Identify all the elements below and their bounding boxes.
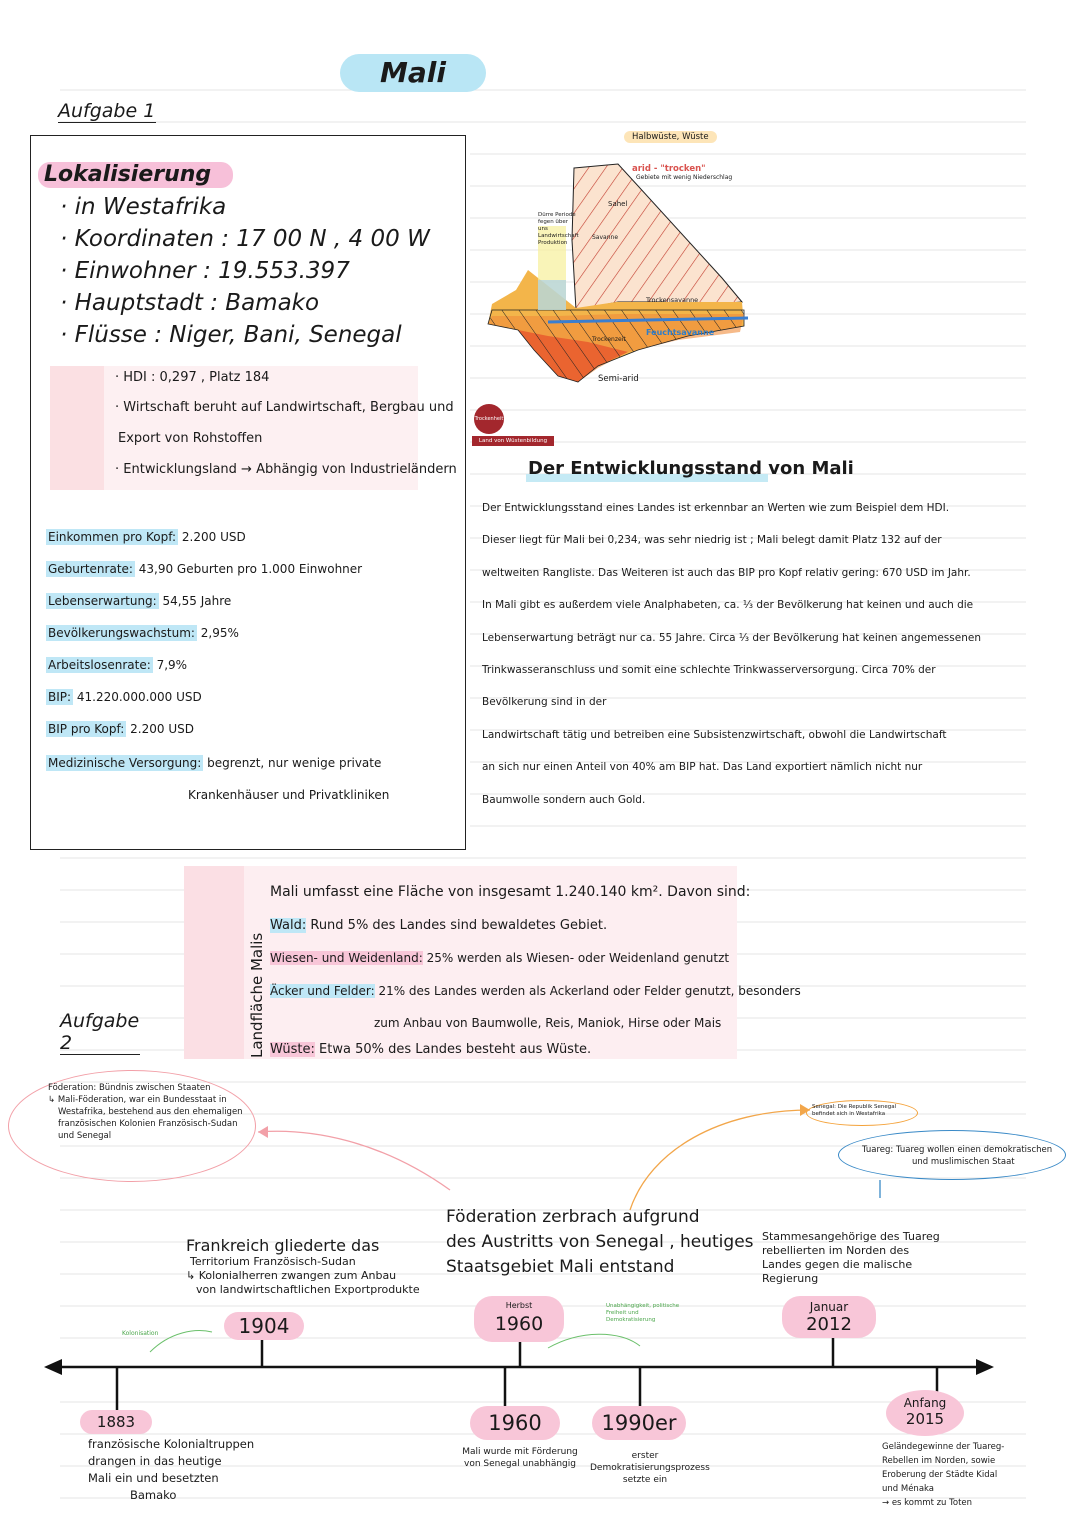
map-top-label: Halbwüste, Wüste xyxy=(624,131,717,143)
flaeche-item-label: Wüste: xyxy=(270,1042,315,1057)
lok-line: · Einwohner : 19.553.397 xyxy=(60,258,350,284)
event-line: drangen in das heutige xyxy=(88,1454,222,1468)
flaeche-item xyxy=(374,1016,721,1030)
note-line: ↳ Mali-Föderation, war ein Bundesstaat in xyxy=(48,1095,227,1105)
event-line: Mali ein und besetzten xyxy=(88,1471,219,1485)
stat-value: 54,55 Jahre xyxy=(158,594,232,608)
event-line: französische Kolonialtruppen xyxy=(88,1437,255,1451)
stat-label: Bevölkerungswachstum: xyxy=(48,626,195,640)
lokalisierung-heading: Lokalisierung xyxy=(38,162,233,188)
stat-value: begrenzt, nur wenige private xyxy=(203,756,382,770)
event-2012-pill xyxy=(782,1296,876,1338)
event-line: → es kommt zu Toten xyxy=(882,1498,973,1508)
stat-label: Medizinische Versorgung: xyxy=(48,756,202,770)
event-line: rebellierten im Norden des xyxy=(762,1244,910,1257)
note-line: Tuareg: Tuareg wollen einen demokratischen xyxy=(862,1145,1053,1155)
stat-row xyxy=(46,626,239,640)
stat-value: 2,95% xyxy=(196,626,239,640)
flaeche-item xyxy=(270,984,801,998)
paragraph-line: Lebenserwartung beträgt nur ca. 55 Jahre. Circa ⅓ der Bevölkerung hat keinen angemessenen xyxy=(482,631,981,644)
event-1960a-pill xyxy=(474,1296,564,1342)
event-2015-pill xyxy=(886,1390,964,1436)
map-sahel-label: Sahel xyxy=(608,200,628,208)
info-line: Export von Rohstoffen xyxy=(118,431,263,446)
flaeche-item-text: Rund 5% des Landes sind bewaldetes Gebiet. xyxy=(306,918,608,933)
stat-label: Arbeitslosenrate: xyxy=(48,658,151,672)
event-year: 2015 xyxy=(905,1410,945,1428)
event-line: ↳ Kolonialherren zwangen zum Anbau xyxy=(186,1269,397,1282)
flaeche-item xyxy=(270,918,607,933)
event-1883-text xyxy=(88,1436,254,1504)
entwicklung-title: Der Entwicklungsstand von Mali xyxy=(528,458,854,479)
event-1960b-text xyxy=(456,1446,584,1470)
stat-value: 2.200 USD xyxy=(178,530,246,544)
event-line: Mali wurde mit Förderung xyxy=(462,1447,578,1457)
map-semiarid: Semi-arid xyxy=(598,374,639,384)
map-trockensavanne: Trockensavanne xyxy=(646,296,699,304)
map-savanne-label: Savanne xyxy=(592,234,619,241)
event-1960a-text xyxy=(446,1205,754,1280)
event-line: erster Demokratisierungsprozess xyxy=(590,1451,710,1473)
stat-row xyxy=(46,690,202,704)
paragraph-line: Der Entwicklungsstand eines Landes ist erkennbar an Werten wie zum Beispiel dem HDI. xyxy=(482,502,950,514)
info-line: · Wirtschaft beruht auf Landwirtschaft, Bergbau und xyxy=(115,400,454,415)
paragraph-line: Trinkwasseranschluss und somit eine schlechte Trinkwasserversorgung. Circa 70% der Bevölkerung sind in der xyxy=(482,664,936,709)
info-line: · Entwicklungsland → Abhängig von Industrieländern xyxy=(115,462,457,477)
paragraph-line: weltweiten Rangliste. Das Weiteren ist auch das BIP pro Kopf relativ gering: 670 USD im Jahr. xyxy=(482,566,971,579)
event-line: von landwirtschaftlichen Exportprodukte xyxy=(196,1283,420,1296)
page-title: Mali xyxy=(340,54,486,92)
map-feucht-label: Feuchtsavanne xyxy=(646,328,715,337)
stat-label: BIP pro Kopf: xyxy=(48,722,125,736)
event-1960b-year: 1960 xyxy=(470,1406,560,1440)
mali-map-sketch xyxy=(478,130,778,410)
note-line: Föderation: Bündnis zwischen Staaten xyxy=(48,1083,211,1093)
note-line: französischen Kolonien Französisch-Sudan xyxy=(58,1119,238,1129)
stat-row xyxy=(46,562,362,576)
event-year: 2012 xyxy=(806,1314,852,1335)
map-arid-sub: Gebiete mit wenig Niederschlag xyxy=(636,174,733,181)
note-line: und Senegal xyxy=(58,1131,112,1141)
flaeche-item xyxy=(270,951,729,965)
lok-line: · Koordinaten : 17 00 N , 4 00 W xyxy=(60,226,430,252)
aufgabe-2-label: Aufgabe 2 xyxy=(60,1010,140,1054)
flaeche-vertical-label: Landfläche Malis xyxy=(248,932,266,1058)
flaeche-intro: Mali umfasst eine Fläche von insgesamt 1.240.140 km². Davon sind: xyxy=(270,884,751,900)
senegal-note: Senegal: Die Republik Senegal befindet sich in Westafrika xyxy=(812,1104,897,1117)
event-line: Rebellen im Norden, sowie xyxy=(882,1456,996,1466)
flaeche-item-label: Wiesen- und Weidenland: xyxy=(270,951,423,965)
event-line: Staatsgebiet Mali entstand xyxy=(446,1257,675,1277)
event-1904-text xyxy=(186,1237,420,1297)
event-line: Geländegewinne der Tuareg- xyxy=(882,1442,1005,1452)
map-arid-label: arid - "trocken" xyxy=(632,164,706,174)
kolonisation-label: Kolonisation xyxy=(122,1330,159,1337)
event-month: Anfang xyxy=(903,1396,947,1410)
map-red-tag: Trockenheit xyxy=(474,404,504,434)
flaeche-side-strip xyxy=(184,866,244,1059)
map-red-tag-sub: Land von Wüstenbildung xyxy=(472,436,554,446)
paragraph-line: Baumwolle sondern auch Gold. xyxy=(482,793,646,806)
stat-value: 7,9% xyxy=(152,658,188,672)
event-month: Januar xyxy=(809,1300,849,1314)
stat-label: Einkommen pro Kopf: xyxy=(48,530,177,544)
flaeche-item-label: Äcker und Felder: xyxy=(270,984,375,998)
event-line: von Senegal unabhängig xyxy=(464,1459,576,1469)
lok-line: · Hauptstadt : Bamako xyxy=(60,290,320,316)
lok-line: · in Westafrika xyxy=(60,194,227,220)
event-2015-text xyxy=(882,1440,1004,1510)
event-line: Landes gegen die malische xyxy=(762,1258,913,1271)
stat-extra: Krankenhäuser und Privatkliniken xyxy=(188,788,390,802)
stat-value: 43,90 Geburten pro 1.000 Einwohner xyxy=(134,562,363,576)
event-1990-year: 1990er xyxy=(592,1406,686,1440)
event-line: setzte ein xyxy=(622,1475,668,1485)
stat-row xyxy=(46,658,187,672)
event-line: Eroberung der Städte Kidal xyxy=(882,1470,998,1480)
paragraph-line: Landwirtschaft tätig und betreiben eine Subsistenzwirtschaft, obwohl die Landwirtschaft xyxy=(482,728,947,741)
stat-row xyxy=(46,530,246,544)
stat-row xyxy=(46,756,381,770)
note-line: und muslimischen Staat xyxy=(912,1157,1015,1167)
event-line: Frankreich gliederte das xyxy=(186,1236,380,1255)
stat-value: 41.220.000.000 USD xyxy=(73,690,202,704)
stat-label: Lebenserwartung: xyxy=(48,594,157,608)
stat-value: 2.200 USD xyxy=(126,722,194,736)
flaeche-item-label: Wald: xyxy=(270,918,307,933)
event-2012-text xyxy=(762,1230,940,1286)
event-line: und Ménaka xyxy=(882,1484,935,1494)
event-line: Bamako xyxy=(130,1488,177,1502)
stat-row xyxy=(46,594,231,608)
unabh-label: Unabhängigkeit, politische Freiheit und Demokratisierung xyxy=(606,1303,680,1323)
event-line: Föderation zerbrach aufgrund xyxy=(446,1207,700,1227)
flaeche-item-text: 25% werden als Wiesen- oder Weidenland genutzt xyxy=(422,951,730,965)
stat-label: BIP: xyxy=(48,690,72,704)
map-trockenzeit: Trockenzeit xyxy=(592,336,626,343)
event-1904-year: 1904 xyxy=(224,1312,304,1340)
aufgabe-1-label: Aufgabe 1 xyxy=(58,100,156,122)
flaeche-item-text: zum Anbau von Baumwolle, Reis, Maniok, Hirse oder Mais xyxy=(374,1016,722,1030)
paragraph-line: In Mali gibt es außerdem viele Analphabeten, ca. ⅓ der Bevölkerung hat keinen und auch die xyxy=(482,599,974,612)
flaeche-item xyxy=(270,1042,591,1057)
event-line: Stammesangehörige des Tuareg xyxy=(762,1230,940,1243)
event-line: Regierung xyxy=(762,1272,819,1285)
stat-row xyxy=(46,722,194,736)
event-1883-year: 1883 xyxy=(80,1410,152,1434)
event-line: Territorium Französisch-Sudan xyxy=(190,1255,356,1268)
paragraph-line: an sich nur einen Anteil von 40% am BIP hat. Das Land exportiert nämlich nicht nur xyxy=(482,761,923,774)
stat-label: Geburtenrate: xyxy=(48,562,133,576)
note-line: Westafrika, bestehend aus den ehemaligen xyxy=(58,1107,243,1117)
entwicklung-paragraph xyxy=(482,492,1002,816)
info-line: · HDI : 0,297 , Platz 184 xyxy=(115,370,270,385)
event-1990-text xyxy=(590,1450,710,1486)
paragraph-line: Dieser liegt für Mali bei 0,234, was sehr niedrig ist ; Mali belegt damit Platz 132 auf der xyxy=(482,534,942,547)
event-year: 1960 xyxy=(494,1313,544,1335)
lok-line: · Flüsse : Niger, Bani, Senegal xyxy=(60,322,402,348)
flaeche-item-text: 21% des Landes werden als Ackerland oder Felder genutzt, besonders xyxy=(374,984,801,998)
flaeche-item-text: Etwa 50% des Landes besteht aus Wüste. xyxy=(314,1042,592,1057)
event-line: des Austritts von Senegal , heutiges xyxy=(446,1232,754,1252)
event-month: Herbst xyxy=(505,1301,533,1310)
map-left-note: Dürre Periode fegen über uns Landwirtschaft Produktion xyxy=(538,212,579,246)
